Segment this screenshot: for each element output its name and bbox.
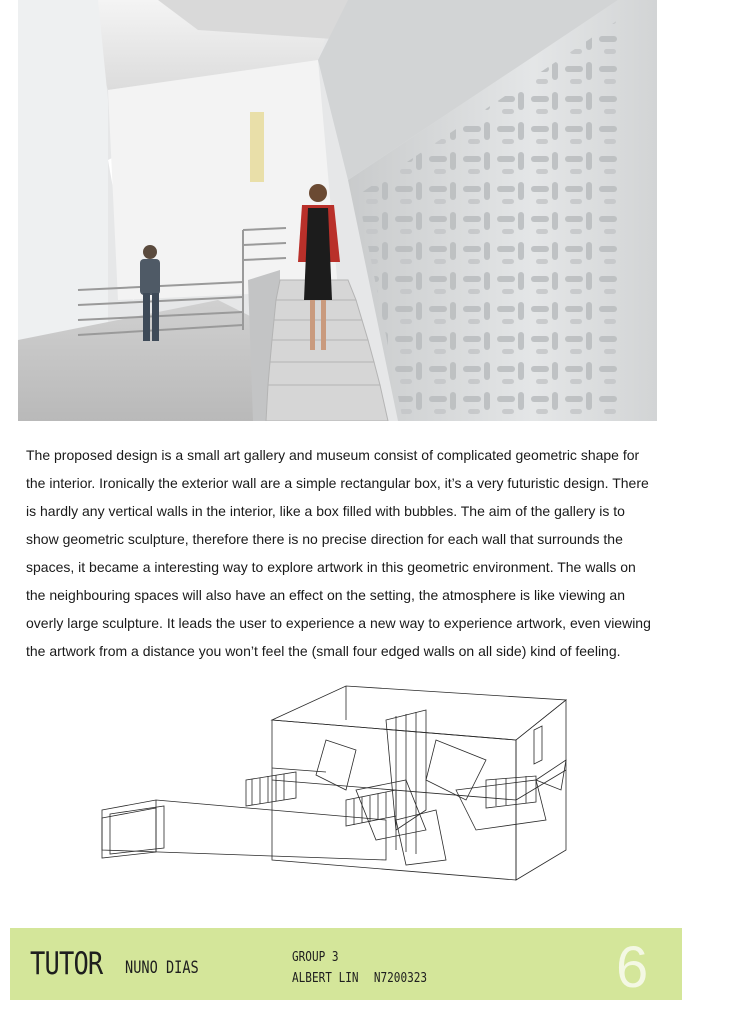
student-id: N7200323 [373, 971, 428, 986]
student-name: ALBERT LIN [292, 971, 359, 986]
student-info [292, 971, 427, 986]
design-description: The proposed design is a small art gallery and museum consist of complicated geometric shape for the interior. Ironically the exterior wall are a simple rectangular box, it’s a very futuristic design. There is hardly any vertical walls in the interior, like a box filled with bubbles. The aim of the gallery is to show geometric sculpture, therefore there is no precise direction for each wall that surrounds the spaces, it became a interesting way to explore artwork in this geometric environment. The walls on the neighbouring spaces will also have an effect on the setting, the atmosphere is like viewing an overly large sculpture. It leads the user to experience a new way to experience artwork, even viewing the artwork from a distance you won’t feel the (small four edged walls on all side) kind of feeling. [26, 447, 651, 659]
footer-bar [10, 928, 682, 1000]
render-illustration [18, 0, 657, 421]
wireframe-illustration [96, 680, 576, 890]
man-figure [140, 245, 160, 341]
tutor-name: NUNO DIAS [125, 958, 199, 978]
tutor-label: TUTOR [30, 946, 103, 982]
gallery-interior-render [18, 0, 657, 421]
page-number: 6 [616, 935, 649, 1000]
wireframe-drawing [96, 680, 576, 890]
group-label: GROUP 3 [292, 950, 339, 965]
